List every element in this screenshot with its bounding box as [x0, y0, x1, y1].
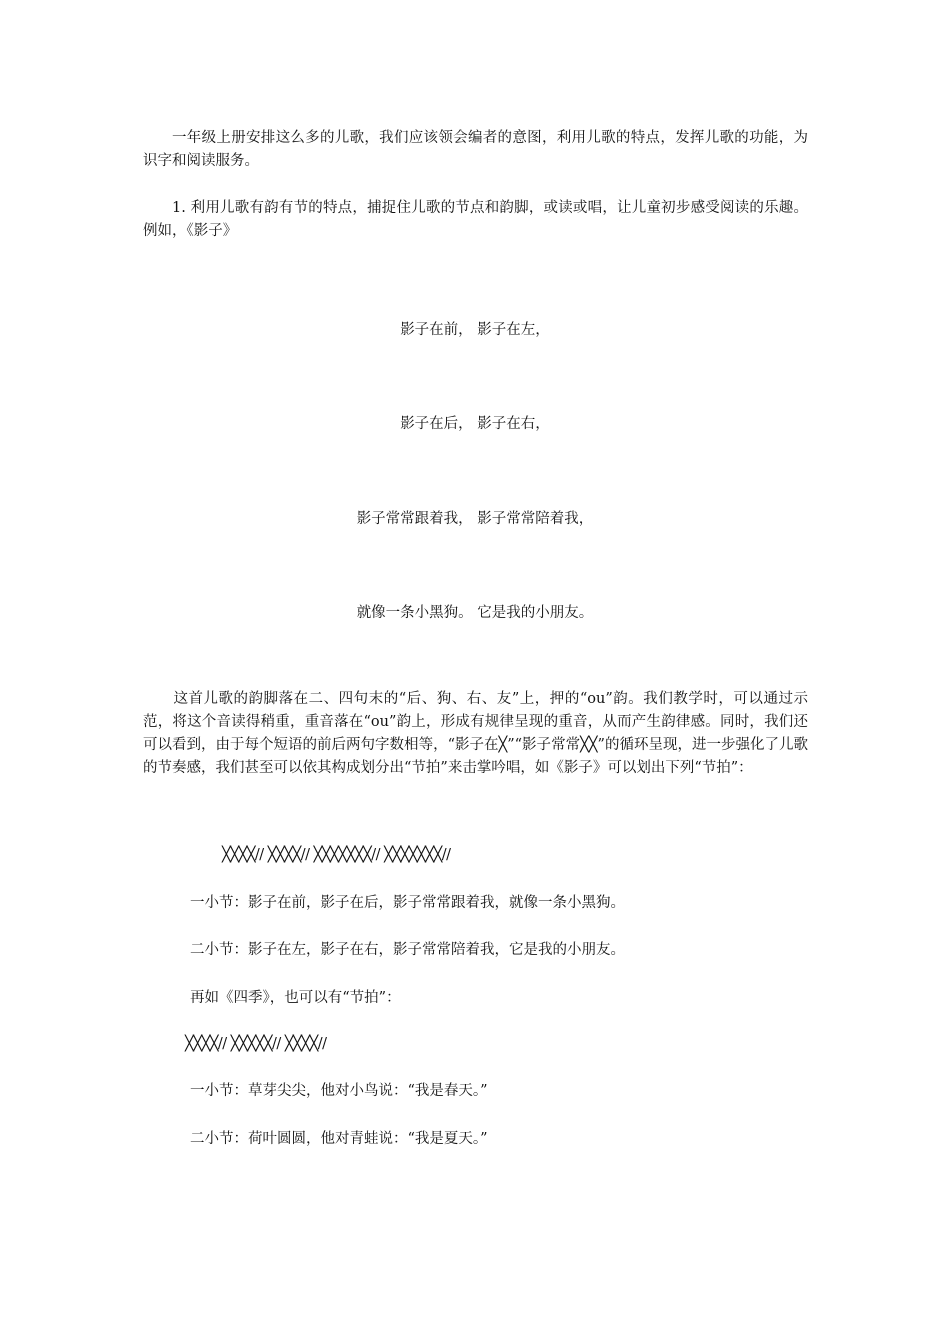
poem-line-4: 就像一条小黑狗。 它是我的小朋友。 — [356, 605, 594, 621]
analysis-paragraph: 这首儿歌的韵脚落在二、四句末的“后、狗、右、友”上，押的“ou”韵。我们教学时，可以通过示范，将这个音读得稍重，重音落在“ou”韵上，形成有规律呈现的重音，从而产生韵律感。同时，我们还可以看到，由于每个短语的前后两句字数相等，“影子在╳”“影子常常╳╳”的循环呈现，进一步强化了儿歌的节奏感，我们甚至可以依其构成划分出“节拍”来击掌吟唱，如《影子》可以划出下列“节拍”： — [143, 691, 808, 776]
poem-line-1: 影子在前， 影子在左， — [400, 322, 550, 338]
rhythm-pattern-2: ╳╳╳╳// ╳╳╳╳╳// ╳╳╳╳// — [185, 1036, 327, 1052]
poem-line-2: 影子在后， 影子在右， — [400, 416, 550, 432]
section2-si-ji: 二小节：荷叶圆圆，他对青蛙说：“我是夏天。” — [190, 1131, 488, 1147]
another-example-line: 再如《四季》，也可以有“节拍”： — [190, 990, 401, 1006]
section2-ying-zi: 二小节：影子在左，影子在右，影子常常陪着我，它是我的小朋友。 — [190, 942, 625, 958]
section1-si-ji: 一小节：草芽尖尖，他对小鸟说：“我是春天。” — [190, 1083, 488, 1099]
point1-paragraph: 1. 利用儿歌有韵有节的特点，捕捉住儿歌的节点和韵脚，或读或唱，让儿童初步感受阅读的乐趣。例如，《影子》 — [143, 200, 808, 239]
rhythm-pattern-1: ╳╳╳╳// ╳╳╳╳// ╳╳╳╳╳╳╳// ╳╳╳╳╳╳╳// — [222, 847, 451, 863]
section1-ying-zi: 一小节：影子在前，影子在后，影子常常跟着我，就像一条小黑狗。 — [190, 895, 625, 911]
intro-paragraph: 一年级上册安排这么多的儿歌，我们应该领会编者的意图，利用儿歌的特点，发挥儿歌的功能，为识字和阅读服务。 — [143, 130, 808, 169]
poem-line-3: 影子常常跟着我， 影子常常陪着我， — [356, 511, 594, 527]
